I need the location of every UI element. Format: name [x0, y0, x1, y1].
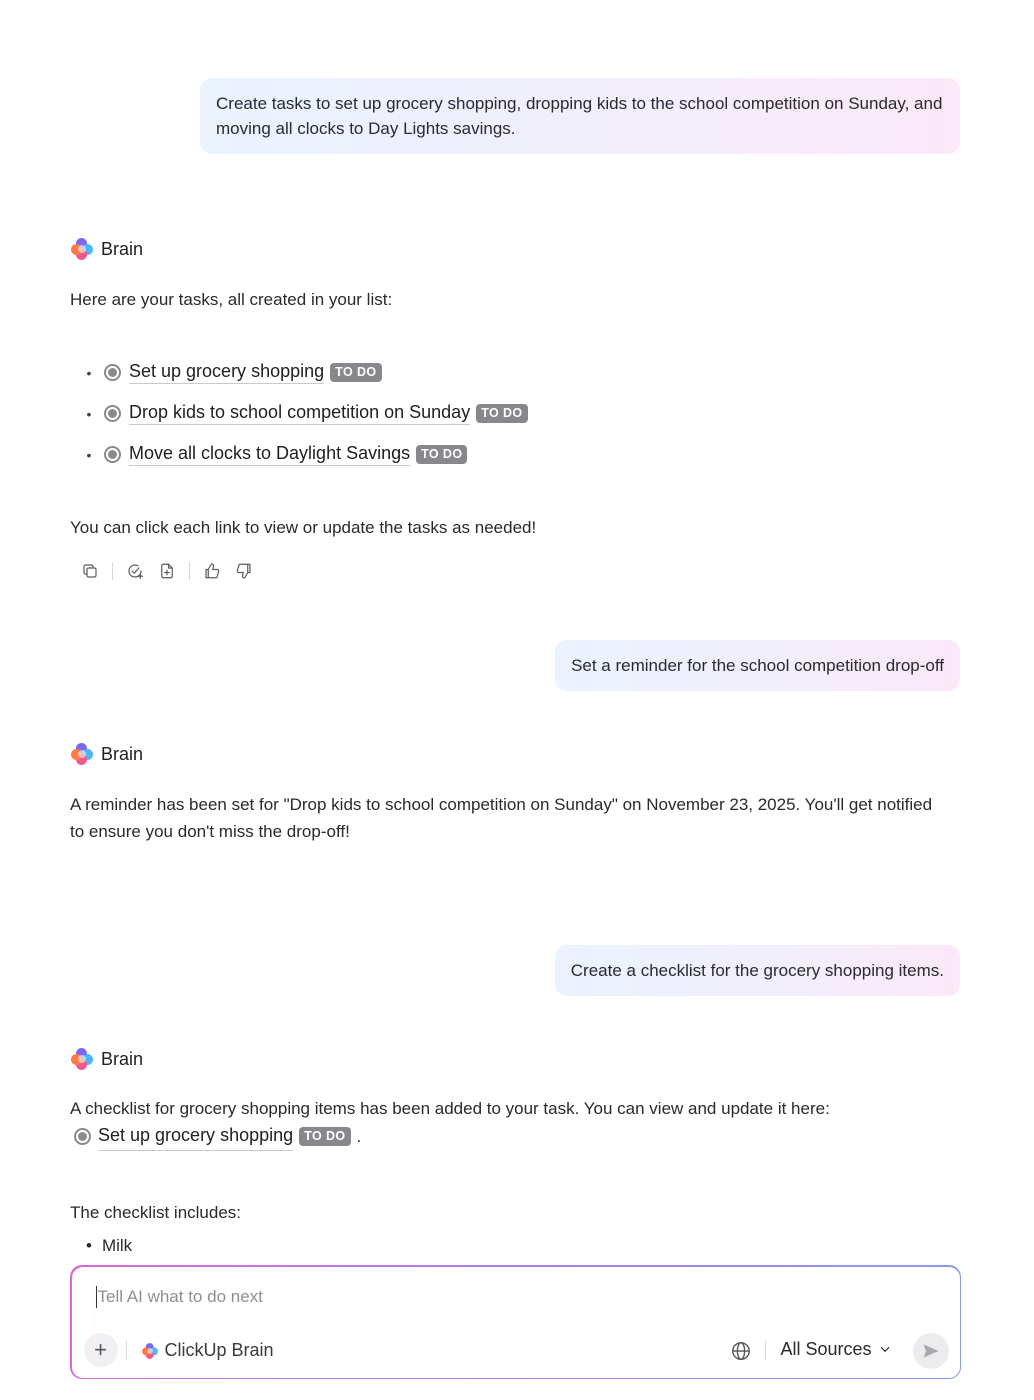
reply-1-outro: You can click each link to view or update the tasks as needed! [70, 518, 537, 537]
task-link[interactable]: Drop kids to school competition on Sunday [129, 402, 470, 425]
brain-logo-icon [141, 1342, 158, 1359]
reply-2: A reminder has been set for "Drop kids to school competition on Sunday" on November 23, 2025. You'll get notified to ensure you don't miss the drop-off! [70, 795, 933, 841]
reply-1-intro: Here are your tasks, all created in your list: [70, 290, 393, 309]
bullet: • [86, 405, 92, 422]
checklist-item-label: Milk [101, 1236, 133, 1255]
brain-name: Brain [101, 238, 144, 259]
task-status-icon [104, 405, 121, 422]
add-attachment-button[interactable] [84, 1333, 118, 1367]
reply-3 [70, 1095, 950, 1151]
copy-icon[interactable] [79, 560, 101, 582]
send-icon [921, 1341, 941, 1361]
create-task-icon[interactable] [124, 560, 146, 582]
brain-name: Brain [101, 1048, 144, 1069]
status-badge: TO DO [416, 445, 467, 464]
bullet: • [86, 1236, 92, 1255]
chevron-down-icon [878, 1342, 892, 1356]
user-message-1 [200, 78, 960, 154]
divider [189, 562, 190, 580]
task-status-icon [74, 1128, 91, 1145]
thumbs-down-icon[interactable] [233, 560, 255, 582]
create-doc-icon[interactable] [156, 560, 178, 582]
composer [70, 1265, 961, 1379]
task-link[interactable]: Set up grocery shopping [129, 361, 324, 384]
brain-name: Brain [101, 743, 144, 764]
message-actions [74, 558, 260, 584]
status-badge: TO DO [476, 404, 527, 423]
brain-header-2 [70, 742, 143, 766]
list-item [86, 434, 528, 475]
bullet: • [86, 446, 92, 463]
status-badge: TO DO [299, 1127, 350, 1146]
status-badge: TO DO [330, 363, 381, 382]
checklist-label: The checklist includes: [70, 1203, 242, 1222]
user-message-2-text: Set a reminder for the school competition drop-off [571, 656, 944, 675]
reply-3-text: A checklist for grocery shopping items has been added to your task. You can view and update it here: [70, 1099, 830, 1118]
task-status-icon [104, 364, 121, 381]
model-label: ClickUp Brain [164, 1340, 274, 1360]
task-link[interactable]: Set up grocery shopping [98, 1122, 293, 1151]
task-list [86, 352, 528, 475]
sources-label: All Sources [780, 1338, 872, 1359]
divider [126, 1340, 127, 1360]
inline-task [74, 1122, 361, 1151]
model-selector[interactable] [141, 1339, 274, 1363]
user-message-1-text: Create tasks to set up grocery shopping, dropping kids to the school competition on Sunday, and moving all clocks to Day Lights savings. [216, 94, 943, 138]
task-status-icon [104, 446, 121, 463]
list-item [86, 352, 528, 393]
user-message-3 [555, 945, 960, 996]
prompt-input[interactable]: Tell AI what to do next [97, 1286, 263, 1306]
brain-logo-icon [70, 742, 94, 766]
checklist-first-item [86, 1232, 132, 1259]
brain-logo-icon [70, 1047, 94, 1071]
reply-3-period: . [356, 1127, 362, 1146]
sources-dropdown[interactable] [781, 1339, 892, 1360]
brain-logo-icon [70, 237, 94, 261]
user-message-3-text: Create a checklist for the grocery shopping items. [570, 961, 944, 980]
plus-icon: + [94, 1336, 107, 1362]
task-link[interactable]: Move all clocks to Daylight Savings [129, 443, 410, 466]
divider [765, 1340, 766, 1360]
user-message-2 [555, 640, 960, 691]
send-button[interactable] [913, 1333, 949, 1369]
composer-inner [72, 1267, 960, 1378]
brain-header-1 [70, 237, 143, 261]
brain-header-3 [70, 1047, 143, 1071]
bullet: • [86, 364, 92, 381]
divider [112, 562, 113, 580]
thumbs-up-icon[interactable] [201, 560, 223, 582]
list-item [86, 393, 528, 434]
globe-icon[interactable] [730, 1340, 752, 1362]
